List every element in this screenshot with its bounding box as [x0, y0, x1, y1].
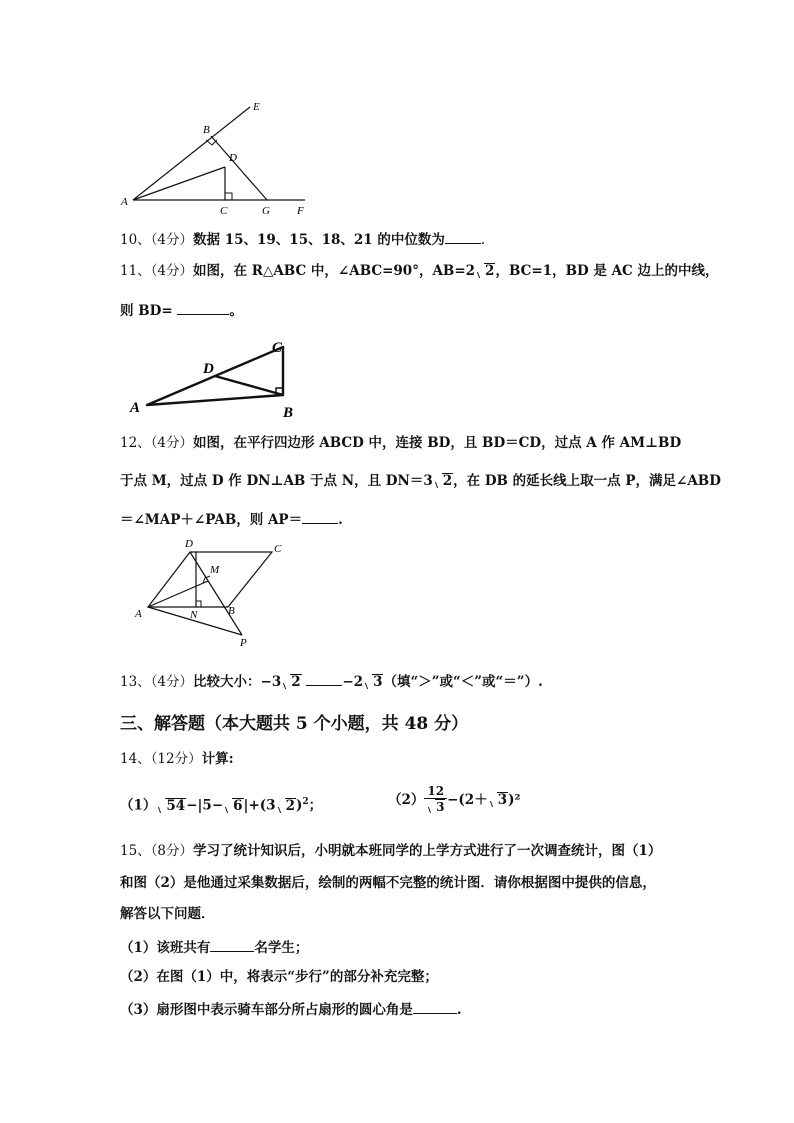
question-text: 如图，在 R△ABC 中，∠ABC=90°，AB=2: [193, 263, 476, 279]
question-text: 比较大小：−3: [193, 674, 282, 690]
sqrt-expression: 2: [475, 262, 495, 280]
question-text: 如图，在平行四边形 ABCD 中，连接 BD，且 BD＝CD，过点 A 作 AM⊥BD: [193, 435, 682, 451]
label-f: F: [297, 205, 304, 217]
exponent: 2: [302, 797, 309, 807]
label-b: B: [203, 124, 210, 136]
label-b: B: [228, 605, 235, 617]
question-number: 10、: [120, 232, 151, 248]
question-number: 15、: [120, 843, 151, 859]
question-text: 学习了统计知识后，小明就本班同学的上学方式进行了一次调查统计，图（1）: [193, 843, 662, 859]
answer-blank[interactable]: [210, 937, 254, 952]
question-13: [120, 671, 543, 691]
sqrt-expression: 6: [223, 797, 243, 815]
median-bd: [215, 376, 283, 395]
label-c: C: [220, 205, 228, 217]
figure-angle-bisector: [115, 95, 325, 220]
answer-blank[interactable]: [445, 229, 481, 244]
question-text-mid: −2: [342, 674, 364, 690]
question-15-line-1: [120, 842, 661, 860]
sqrt-expression: 2: [276, 797, 296, 815]
expr-text: |+(3: [243, 797, 276, 814]
sqrt-expression: 3: [488, 791, 508, 809]
label-a: A: [130, 400, 141, 416]
question-text: 计算:: [201, 751, 234, 767]
sqrt-expression: 54: [156, 797, 186, 815]
question-score: （4分）: [150, 232, 194, 248]
right-angle-mark-n: [196, 601, 201, 607]
question-15-line-2: [120, 874, 656, 892]
answer-blank[interactable]: [413, 999, 457, 1014]
expr-text: ；: [308, 797, 323, 814]
question-text: 则 BD=: [120, 303, 173, 319]
question-score: （8分）: [150, 843, 194, 859]
question-text: 数据 15、19、15、18、21 的中位数为: [193, 232, 445, 248]
sub-question-text: （1）该班共有: [120, 940, 211, 956]
sub-question-text: （2）在图（1）中，将表示“步行”的部分补充完整；: [120, 969, 438, 985]
label-g: G: [262, 205, 270, 217]
label-n: N: [190, 609, 198, 621]
question-14: [120, 750, 234, 768]
right-angle-mark-c: [225, 193, 232, 200]
expr-text: −(2＋: [447, 791, 488, 808]
question-14-part-2: [388, 784, 520, 815]
part-label: （1）: [120, 797, 157, 814]
question-text-post: （填“＞”或“＜”或“＝”）.: [383, 674, 543, 690]
fraction: $\frac{12}{3}$: [424, 784, 447, 815]
question-text-cont: ，BC=1，BD 是 AC 边上的中线，: [495, 263, 719, 279]
question-14-part-1: [120, 793, 322, 815]
question-number: 13、: [120, 674, 151, 690]
label-e: E: [253, 101, 260, 113]
expr-text: ): [295, 797, 303, 814]
question-score: （4分）: [150, 674, 194, 690]
label-c: C: [272, 340, 283, 356]
question-15-line-3: [120, 905, 215, 923]
label-a: A: [121, 196, 128, 208]
question-12-line-1: [120, 434, 681, 452]
question-text: 于点 M，过点 D 作 DN⊥AB 于点 N，且 DN＝3: [120, 473, 433, 489]
figure-right-triangle: [125, 335, 300, 425]
answer-blank[interactable]: [302, 509, 338, 524]
answer-blank[interactable]: [177, 300, 229, 315]
question-number: 12、: [120, 435, 151, 451]
question-15-sub-2: [120, 968, 438, 986]
question-11-line-1: [120, 262, 719, 280]
sqrt-expression: 2: [433, 472, 453, 490]
expr-text: −|5−: [186, 797, 224, 814]
question-15-sub-3: [120, 999, 462, 1019]
label-p: P: [240, 637, 247, 649]
question-score: （4分）: [150, 435, 194, 451]
sub-question-text: .: [456, 1002, 462, 1018]
sqrt-expression: 3: [363, 673, 383, 691]
sub-question-text: 名学生；: [254, 940, 309, 956]
question-text: ＝∠MAP＋∠PAB，则 AP＝: [120, 512, 303, 528]
question-score: （12分）: [150, 751, 202, 767]
label-b: B: [283, 405, 294, 421]
question-text: 解答以下问题．: [120, 906, 215, 922]
question-text-cont: ，在 DB 的延长线上取一点 P，满足∠ABD: [453, 473, 721, 489]
question-11-line-2: [120, 300, 243, 320]
question-end: .: [480, 232, 486, 248]
sqrt-expression: 2: [281, 673, 301, 691]
question-end: .: [338, 512, 343, 528]
question-15-sub-1: [120, 937, 308, 957]
figure-parallelogram: [130, 535, 300, 650]
label-a: A: [135, 608, 142, 620]
segment-am: [148, 581, 208, 607]
label-c: C: [274, 543, 282, 555]
question-number: 14、: [120, 751, 151, 767]
label-d: D: [229, 152, 237, 164]
segment-bg: [211, 136, 267, 200]
sub-question-text: （3）扇形图中表示骑车部分所占扇形的圆心角是: [120, 1002, 413, 1018]
question-end: 。: [229, 303, 243, 319]
label-d: D: [185, 538, 193, 550]
question-10: [120, 229, 485, 249]
segment-ad: [133, 167, 225, 200]
label-d: D: [203, 361, 214, 377]
answer-blank[interactable]: [306, 671, 342, 686]
question-12-line-2: [120, 472, 721, 490]
question-score: （4分）: [150, 263, 194, 279]
question-number: 11、: [120, 263, 151, 279]
label-m: M: [210, 564, 220, 576]
question-12-line-3: [120, 509, 343, 529]
question-text: 和图（2）是他通过采集数据后，绘制的两幅不完整的统计图．请你根据图中提供的信息，: [120, 875, 656, 891]
section-title: 三、解答题（本大题共 5 个小题，共 48 分）: [120, 714, 469, 734]
expr-text: )²: [508, 791, 521, 808]
part-label: （2）: [388, 791, 425, 808]
